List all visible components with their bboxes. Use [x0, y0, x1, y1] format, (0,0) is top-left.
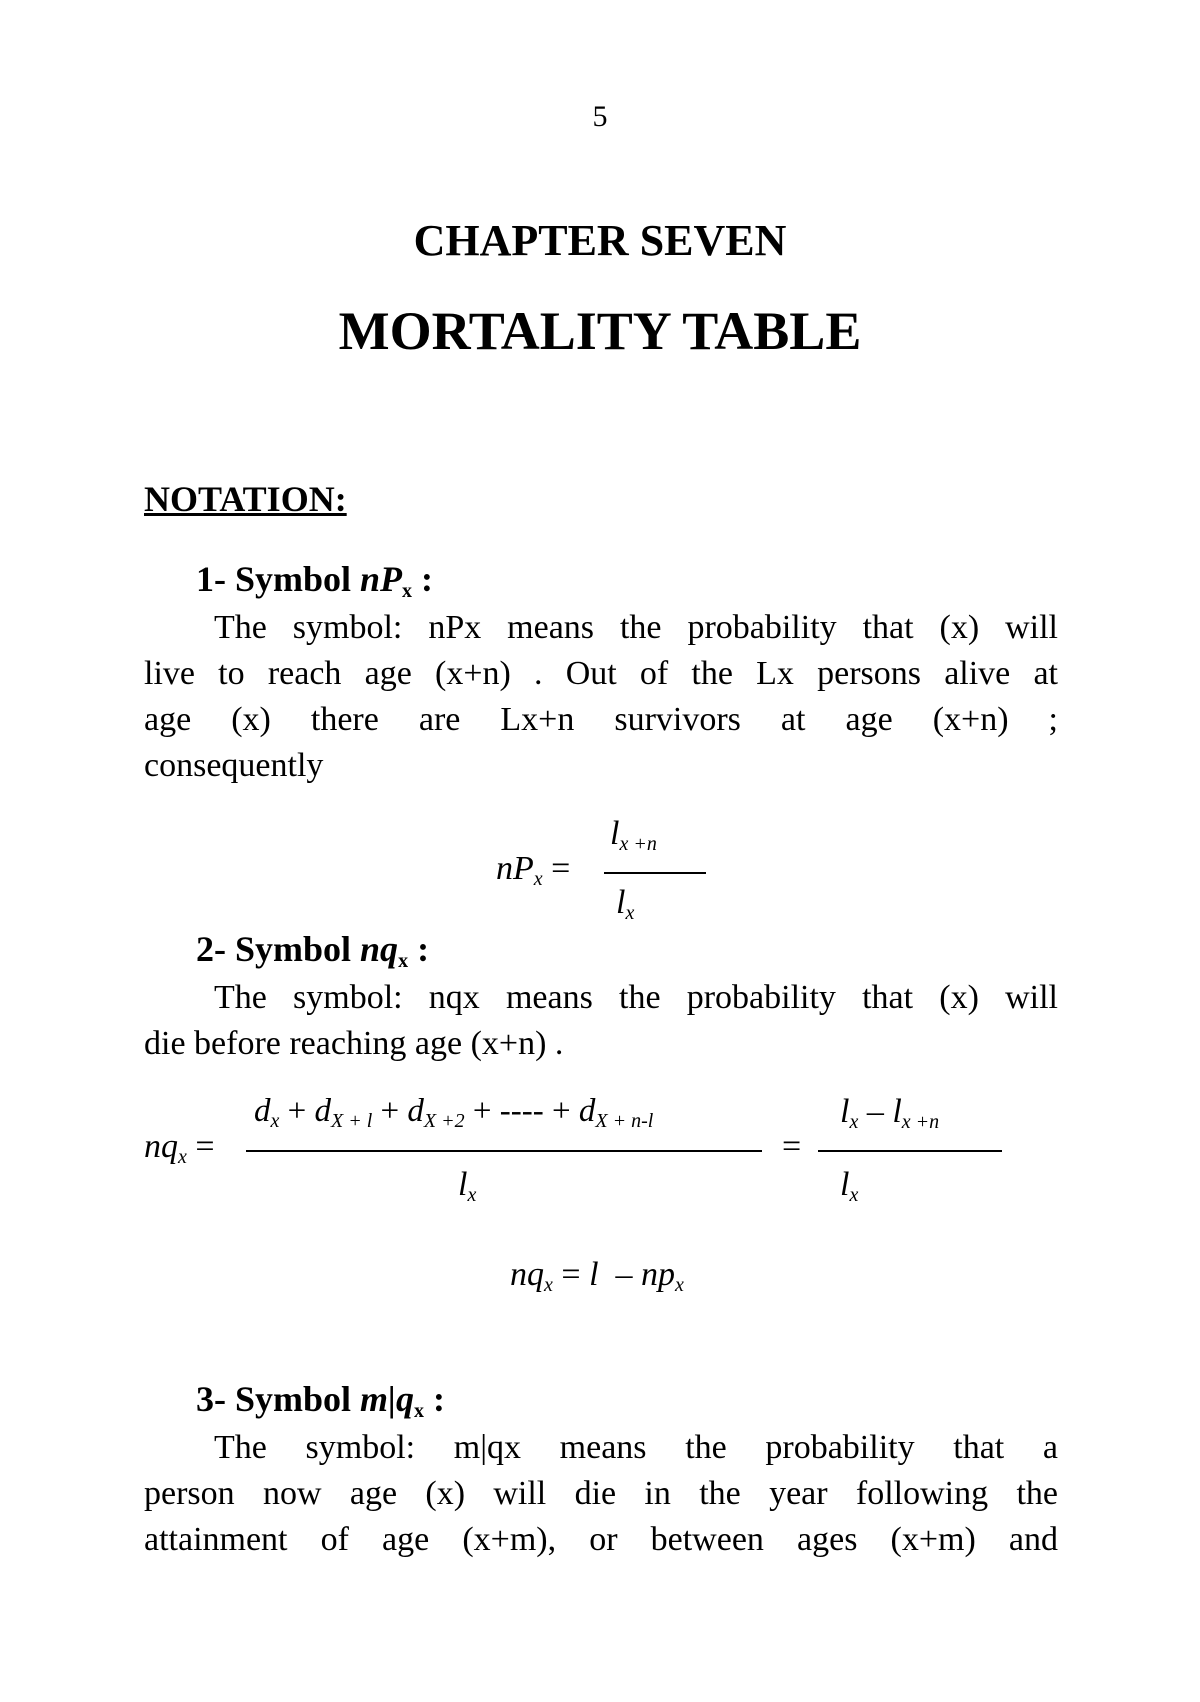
item-2-line-2: die before reaching age (x+n) .: [144, 1025, 564, 1062]
item-2-line-1: The symbol: nqx means the probability that (x) will: [214, 979, 1058, 1016]
item-3-line-1: The symbol: m|qx means the probability that a: [214, 1429, 1058, 1466]
formula-2-fraction-bar-1: [246, 1150, 762, 1152]
chapter-heading: CHAPTER SEVEN: [413, 216, 787, 265]
item-3-heading-symbol: m|q: [360, 1379, 414, 1419]
item-1-heading-sub: x: [402, 580, 413, 602]
item-1-line-3: age (x) there are Lx+n survivors at age (x+n) ;: [144, 701, 1058, 738]
item-1-heading-suffix: :: [412, 559, 434, 599]
section-heading: NOTATION:: [144, 479, 347, 519]
item-2-heading: [196, 928, 429, 970]
item-2-heading-sub: x: [398, 950, 409, 972]
item-1-heading-symbol: nP: [360, 559, 403, 599]
formula-2-numerator-2: $l_x - l_{x +n}$: [840, 1093, 940, 1133]
formula-1-lhs: $nP_x$ =: [496, 850, 571, 890]
item-2-heading-prefix: 2- Symbol: [196, 929, 361, 969]
formula-2-fraction-bar-2: [818, 1150, 1002, 1152]
item-3-line-2: person now age (x) will die in the year following the: [144, 1475, 1058, 1512]
formula-2-equals-2: =: [782, 1128, 802, 1165]
item-1-heading: [196, 558, 433, 600]
formula-2b: $nq_x = l - np_x$: [510, 1256, 684, 1296]
item-3-heading: [196, 1378, 445, 1420]
formula-1-numerator: $l_{x +n}$: [610, 815, 657, 855]
item-1-line-1: The symbol: nPx means the probability that (x) will: [214, 609, 1058, 646]
item-1-line-2: live to reach age (x+n) . Out of the Lx persons alive at: [144, 655, 1058, 692]
item-3-heading-sub: x: [413, 1400, 424, 1422]
chapter-title: MORTALITY TABLE: [338, 301, 862, 361]
item-1-line-4: consequently: [144, 747, 324, 784]
item-3-line-3: attainment of age (x+m), or between ages (x+m) and: [144, 1521, 1058, 1558]
item-3-heading-prefix: 3- Symbol: [196, 1379, 361, 1419]
item-1-heading-prefix: 1- Symbol: [196, 559, 361, 599]
formula-1-denominator: $l_x$: [616, 884, 635, 924]
item-3-heading-suffix: :: [423, 1379, 445, 1419]
item-2-heading-suffix: :: [408, 929, 430, 969]
formula-2-denominator-2: $l_x$: [840, 1166, 859, 1206]
item-2-heading-symbol: nq: [360, 929, 399, 969]
page-number: 5: [592, 100, 608, 133]
formula-2-lhs: $nq_x$ =: [144, 1128, 215, 1168]
formula-2-numerator: $d_x + d_{X + l} + d_{X +2}$ + ---- + $d_{X + n-l}$: [254, 1093, 654, 1132]
formula-2-denominator: $l_x$: [458, 1166, 477, 1206]
formula-1-fraction-bar: [604, 872, 706, 874]
